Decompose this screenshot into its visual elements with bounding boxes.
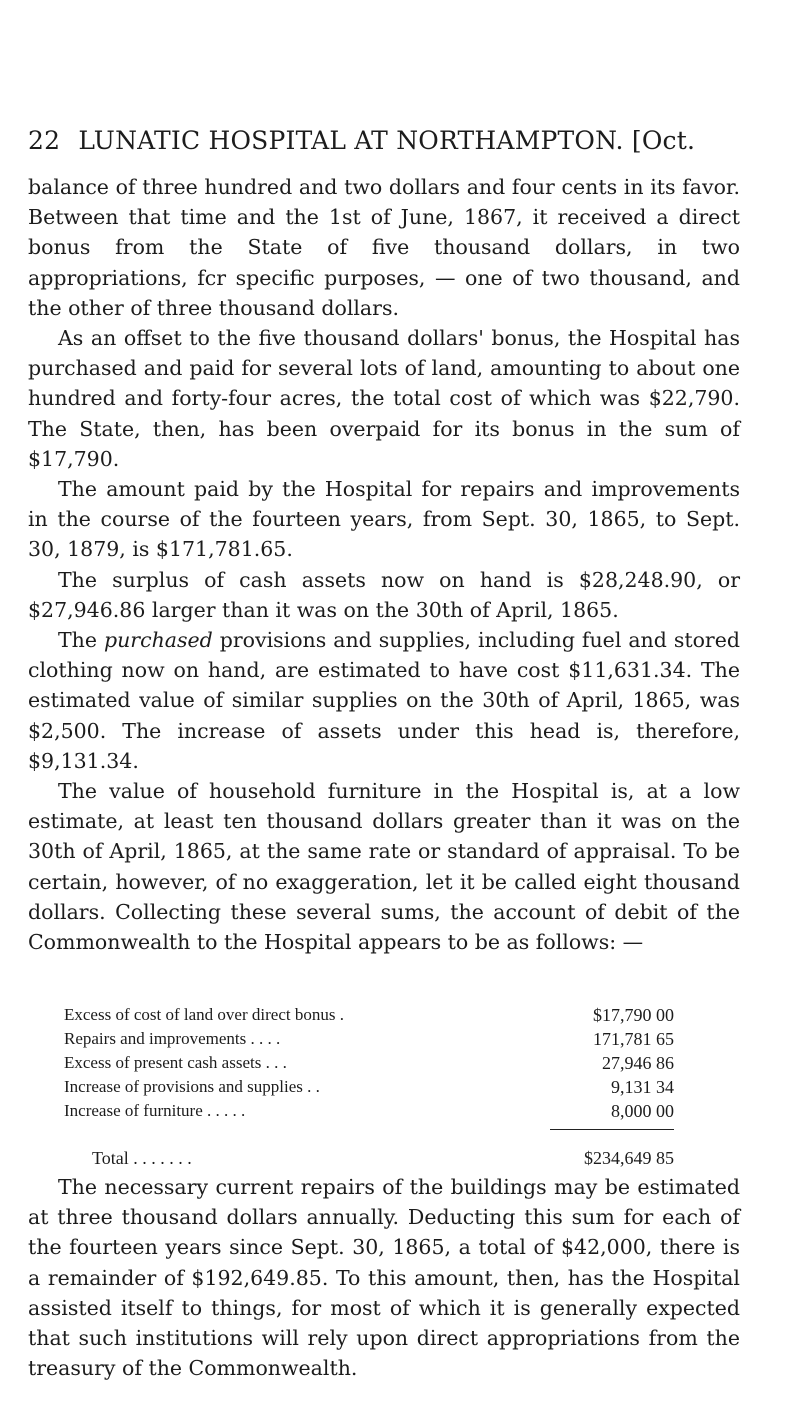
running-title: LUNATIC HOSPITAL AT NORTHAMPTON.	[78, 126, 624, 155]
total-amount: $234,649 85	[584, 1148, 674, 1168]
ledger-amount: 171,781 65	[593, 1029, 674, 1049]
ledger-amount: $17,790 00	[593, 1005, 674, 1025]
date-mark: [Oct.	[631, 126, 696, 155]
purchased-emphasis: purchased	[103, 628, 213, 653]
paragraph-closing: The necessary current repairs of the buildings may be estimated at three thousand dollars annually. Deducting this sum for each of the fourteen years since Sept. 30, 1865, a total of $42,000, there is a remainder of $192,649.85. To this amount, then, has the Hospital assisted itself to things, for most of which it is generally expected that such institutions will rely upon direct appropriations from the treasury of the Commonwealth.	[28, 1175, 740, 1381]
ledger-row	[64, 1003, 714, 1027]
closing-text	[28, 1172, 740, 1383]
paragraph-offset: As an offset to the five thousand dollars' bonus, the Hospital has purchased and paid for several lots of land, amounting to about one hundred and forty-four acres, the total cost of which was $22,790. The State, then, has been overpaid for its bonus in the sum of $17,790.	[28, 326, 740, 471]
ledger-label: Increase of furniture . . . . .	[64, 1101, 246, 1120]
running-header	[28, 126, 748, 155]
ledger-label: Excess of present cash assets . . .	[64, 1053, 287, 1072]
ledger-row	[64, 1051, 714, 1075]
paragraph-provisions	[28, 625, 740, 776]
main-text	[28, 172, 740, 957]
ledger-row	[64, 1099, 714, 1123]
paragraph-furniture: The value of household furniture in the Hospital is, at a low estimate, at least ten thousand dollars greater than it was on the 30th of April, 1865, at the same rate or standard of appraisal. To be certain, however, of no exaggeration, let it be called eight thousand dollars. Collecting these several sums, the account of debit of the Commonwealth to the Hospital appears to be as follows: —	[28, 779, 740, 955]
paragraph-balance: balance of three hundred and two dollars and four cents in its favor. Between that time and the 1st of June, 1867, it received a direct bonus from the State of five thousand dollars, in two appropriations, fcr specific purposes, — one of two thousand, and the other of three thousand dollars.	[28, 175, 740, 320]
ledger-label: Excess of cost of land over direct bonus .	[64, 1005, 344, 1024]
ledger-label: Increase of provisions and supplies . .	[64, 1077, 320, 1096]
ledger-label: Repairs and improvements . . . .	[64, 1029, 281, 1048]
provisions-text-start: The	[58, 628, 104, 653]
ledger-amount: 9,131 34	[611, 1077, 674, 1097]
paragraph-repairs: The amount paid by the Hospital for repairs and improvements in the course of the fourteen years, from Sept. 30, 1865, to Sept. 30, 1879, is $171,781.65.	[28, 477, 740, 562]
total-label: Total . . . . . . .	[92, 1148, 192, 1168]
sum-rule	[550, 1129, 674, 1130]
ledger-total-row	[64, 1143, 714, 1173]
ledger-row	[64, 1075, 714, 1099]
ledger-amount: 8,000 00	[611, 1101, 674, 1121]
paragraph-surplus: The surplus of cash assets now on hand is $28,248.90, or $27,946.86 larger than it was on the 30th of April, 1865.	[28, 567, 740, 622]
page-number: 22	[28, 126, 61, 155]
debit-account-table	[64, 1003, 714, 1173]
ledger-rule-row	[64, 1123, 714, 1133]
ledger-row	[64, 1027, 714, 1051]
provisions-text-rest: provisions and supplies, including fuel and stored clothing now on hand, are estimated to have cost $11,631.34. The estimated value of similar supplies on the 30th of April, 1865, was $2,500. The increase of assets under this head is, therefore, $9,131.34.	[28, 628, 740, 773]
ledger-amount: 27,946 86	[602, 1053, 674, 1073]
